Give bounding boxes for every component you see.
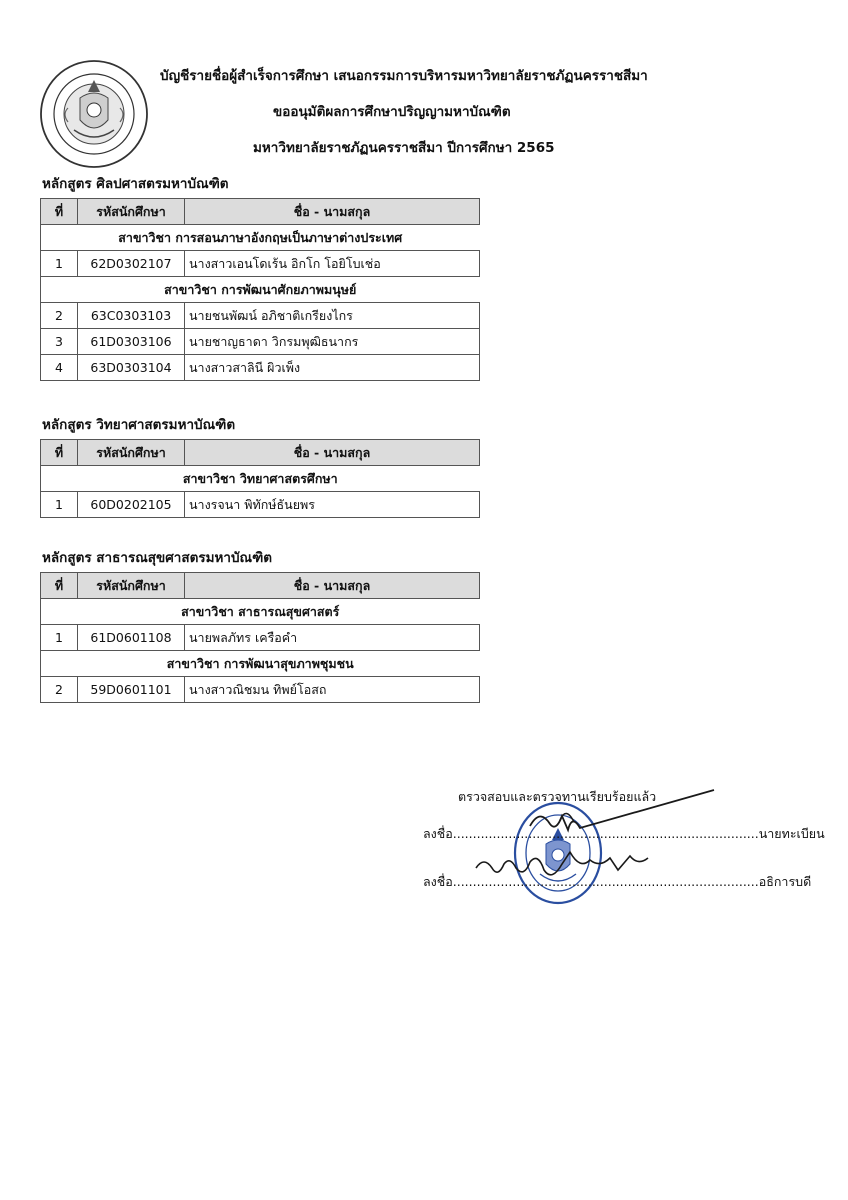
cell-no: 2 xyxy=(41,303,78,329)
university-year-line: มหาวิทยาลัยราชภัฏนครราชสีมา ปีการศึกษา 2565 xyxy=(253,140,555,156)
program-title: หลักสูตร ศิลปศาสตรมหาบัณฑิต xyxy=(42,176,229,192)
cell-student-id: 63C0303103 xyxy=(78,303,185,329)
graduate-table xyxy=(40,572,480,703)
col-header-name: ชื่อ - นามสกุล xyxy=(185,440,480,466)
col-header-no: ที่ xyxy=(41,199,78,225)
major-row xyxy=(41,599,480,625)
table-row xyxy=(41,251,480,277)
col-header-name: ชื่อ - นามสกุล xyxy=(185,573,480,599)
table-row xyxy=(41,677,480,703)
registrar-signature-line xyxy=(423,824,825,844)
major-row xyxy=(41,466,480,492)
president-signature-line xyxy=(423,872,811,892)
sign-label: ลงชื่อ xyxy=(423,826,453,841)
cell-student-id: 60D0202105 xyxy=(78,492,185,518)
program-title: หลักสูตร วิทยาศาสตรมหาบัณฑิต xyxy=(42,417,236,433)
major-row xyxy=(41,225,480,251)
sign-label: ลงชื่อ xyxy=(423,874,453,889)
cell-student-id: 63D0303104 xyxy=(78,355,185,381)
cell-student-name: นางสาวณิชมน ทิพย์โอสถ xyxy=(185,677,480,703)
verified-note: ตรวจสอบและตรวจทานเรียบร้อยแล้ว xyxy=(458,789,657,804)
cell-student-name: นางสาวเอนโดเร้น อิกโก โอยิโบเช่อ xyxy=(185,251,480,277)
program-title: หลักสูตร สาธารณสุขศาสตรมหาบัณฑิต xyxy=(42,550,273,566)
cell-student-name: นายชาญธาดา วิกรมพุฒิธนากร xyxy=(185,329,480,355)
cell-student-id: 61D0303106 xyxy=(78,329,185,355)
cell-no: 1 xyxy=(41,625,78,651)
registrar-title: นายทะเบียน xyxy=(758,826,825,841)
cell-student-id: 62D0302107 xyxy=(78,251,185,277)
major-row xyxy=(41,277,480,303)
cell-no: 4 xyxy=(41,355,78,381)
cell-student-id: 61D0601108 xyxy=(78,625,185,651)
col-header-id: รหัสนักศึกษา xyxy=(78,440,185,466)
table-row xyxy=(41,329,480,355)
col-header-no: ที่ xyxy=(41,573,78,599)
col-header-id: รหัสนักศึกษา xyxy=(78,573,185,599)
cell-student-name: นายพลภัทร เครือคำ xyxy=(185,625,480,651)
table-row xyxy=(41,625,480,651)
major-title: สาขาวิชา วิทยาศาสตรศึกษา xyxy=(41,466,480,492)
cell-student-name: นายชนพัฒน์ อภิชาติเกรียงไกร xyxy=(185,303,480,329)
signature-dots: ............................................................................. xyxy=(452,874,759,889)
major-title: สาขาวิชา การพัฒนาศักยภาพมนุษย์ xyxy=(41,277,480,303)
cell-no: 1 xyxy=(41,251,78,277)
cell-student-id: 59D0601101 xyxy=(78,677,185,703)
table-header-row xyxy=(41,199,480,225)
president-title: อธิการบดี xyxy=(758,874,812,889)
graduate-table xyxy=(40,439,480,518)
col-header-id: รหัสนักศึกษา xyxy=(78,199,185,225)
col-header-no: ที่ xyxy=(41,440,78,466)
cell-no: 2 xyxy=(41,677,78,703)
col-header-name: ชื่อ - นามสกุล xyxy=(185,199,480,225)
cell-no: 3 xyxy=(41,329,78,355)
table-header-row xyxy=(41,440,480,466)
cell-student-name: นางสาวสาลินี ผิวเพ็ง xyxy=(185,355,480,381)
document-title: บัญชีรายชื่อผู้สำเร็จการศึกษา เสนอกรรมการบริหารมหาวิทยาลัยราชภัฏนครราชสีมา xyxy=(160,68,648,84)
cell-no: 1 xyxy=(41,492,78,518)
document-subtitle: ขออนุมัติผลการศึกษาปริญญามหาบัณฑิต xyxy=(273,104,511,120)
major-title: สาขาวิชา การพัฒนาสุขภาพชุมชน xyxy=(41,651,480,677)
university-seal-logo xyxy=(38,58,150,170)
graduate-table xyxy=(40,198,480,381)
signature-dots: ............................................................................. xyxy=(452,826,759,841)
cell-student-name: นางรจนา พิทักษ์ธันยพร xyxy=(185,492,480,518)
table-row xyxy=(41,492,480,518)
major-title: สาขาวิชา สาธารณสุขศาสตร์ xyxy=(41,599,480,625)
major-title: สาขาวิชา การสอนภาษาอังกฤษเป็นภาษาต่างประเทศ xyxy=(41,225,480,251)
table-header-row xyxy=(41,573,480,599)
major-row xyxy=(41,651,480,677)
table-row xyxy=(41,355,480,381)
table-row xyxy=(41,303,480,329)
